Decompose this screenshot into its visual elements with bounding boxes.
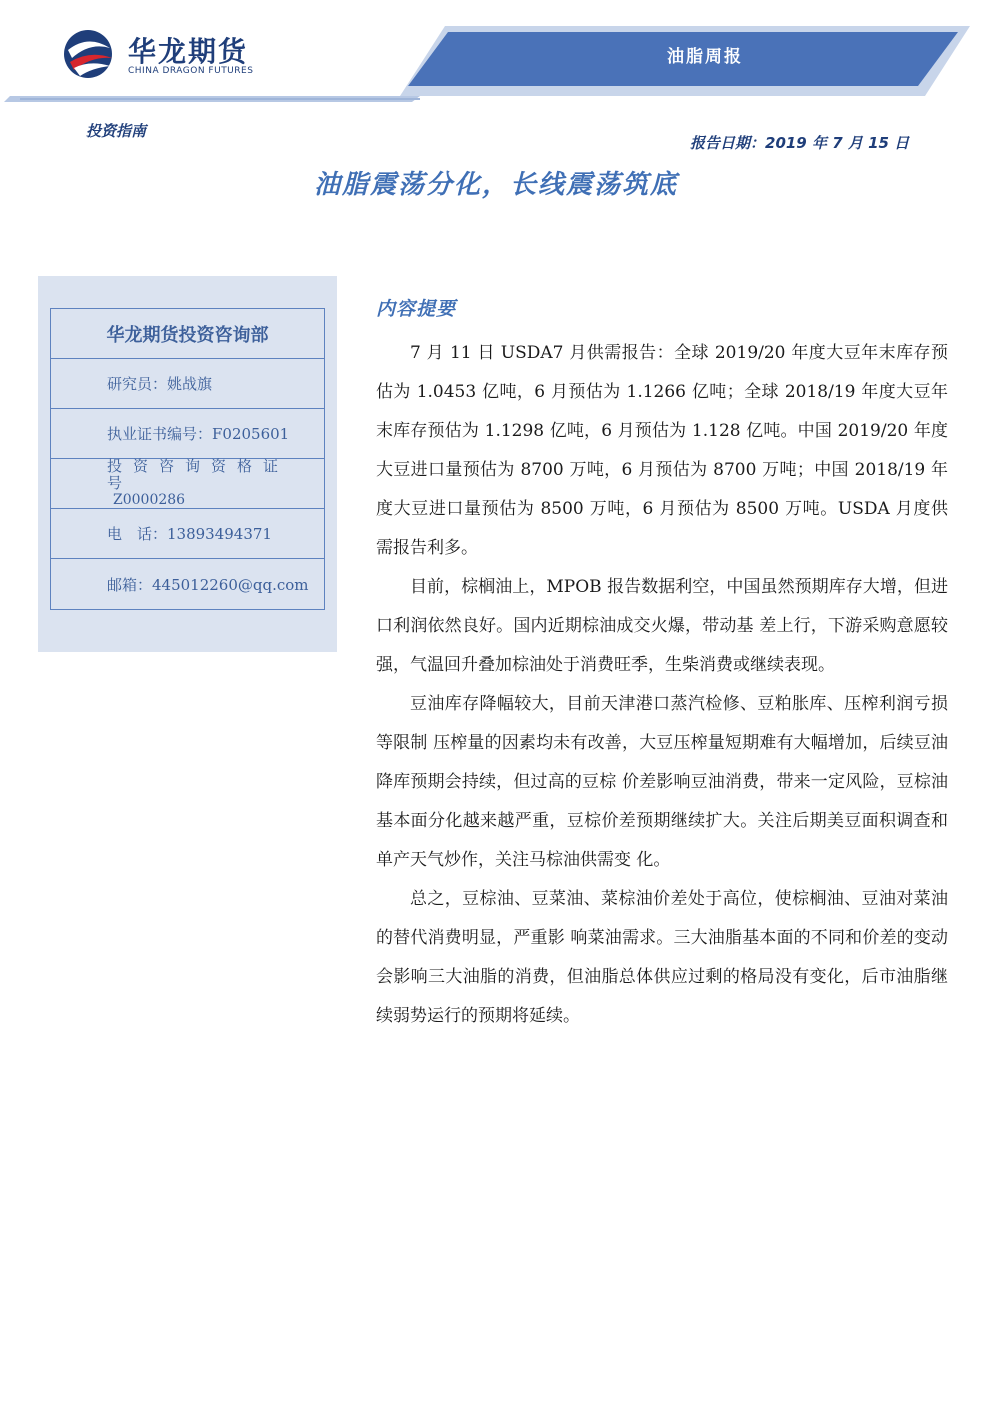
certificate-number: 执业证书编号：F0205601 (107, 425, 290, 443)
summary-paragraph: 豆油库存降幅较大，目前天津港口蒸汽检修、豆粕胀库、压榨利润亏损等限制 压榨量的因素均未有改善，大豆压榨量短期难有大幅增加，后续豆油降库预期会持续，但过高的豆棕 价差影响豆油消费，带来一定风险，豆棕油基本面分化越来越严重，豆棕价差预期继续扩大。关注后期美豆面积调查和单产天气炒作，关注马棕油供需变 化。 (376, 694, 948, 870)
contact-sidebar (38, 276, 337, 652)
researcher-row (51, 359, 324, 409)
summary-paragraph: 7 月 11 日 USDA7 月供需报告：全球 2019/20 年度大豆年末库存预估为 1.0453 亿吨，6 月预估为 1.1266 亿吨；全球 2018/19 年度大豆年末库存预估为 1.1298 亿吨，6 月预估为 1.128 亿吨。中国 2019/20 年度大豆进口量预估为 8700 万吨，6 月预估为 8700 万吨；中国 2018/19 年度大豆进口量预估为 8500 万吨，6 月预估为 8500 万吨。USDA 月度供需报告利多。 (376, 343, 948, 558)
logo-text-english: CHINA DRAGON FUTURES (128, 66, 254, 76)
dragon-logo-icon (60, 24, 120, 84)
summary-heading: 内容提要 (376, 298, 457, 320)
qualification-label-text: 投资咨询资格证号 (107, 457, 290, 492)
phone-number: 电 话：13893494371 (107, 525, 272, 543)
section-label: 投资指南 (86, 122, 147, 140)
summary-paragraph: 目前，棕榈油上，MPOB 报告数据利空，中国虽然预期库存大增，但进口利润依然良好。国内近期棕油成交火爆，带动基 差上行，下游采购意愿较强，气温回升叠加棕油处于消费旺季，生柴消费或继续表现。 (376, 577, 948, 675)
email-address[interactable]: 邮箱：445012260@qq.com (107, 575, 309, 594)
phone-row (51, 509, 324, 559)
certificate-row (51, 409, 324, 459)
contact-box (50, 308, 325, 610)
qualification-row (51, 459, 324, 509)
summary-paragraph: 总之，豆棕油、豆菜油、菜棕油价差处于高位，使棕榈油、豆油对菜油的替代消费明显，严重影 响菜油需求。三大油脂基本面的不同和价差的变动会影响三大油脂的消费，但油脂总体供应过剩的格局没有变化，后市油脂继续弱势运行的预期将延续。 (376, 889, 948, 1026)
researcher-name: 研究员：姚战旗 (107, 375, 213, 393)
qualification-label (107, 458, 310, 492)
logo-text-chinese: 华龙期货 (128, 35, 249, 68)
company-logo (60, 24, 280, 84)
summary-body (376, 334, 948, 1036)
email-row[interactable] (51, 559, 324, 609)
report-title: 油脂震荡分化，长线震荡筑底 (313, 170, 678, 200)
report-type-label: 油脂周报 (667, 47, 743, 67)
page-header (0, 0, 992, 110)
department-name: 华龙期货投资咨询部 (51, 309, 324, 359)
qualification-number: Z0000286 (113, 492, 186, 508)
report-date: 报告日期：2019 年 7 月 15 日 (690, 134, 910, 152)
